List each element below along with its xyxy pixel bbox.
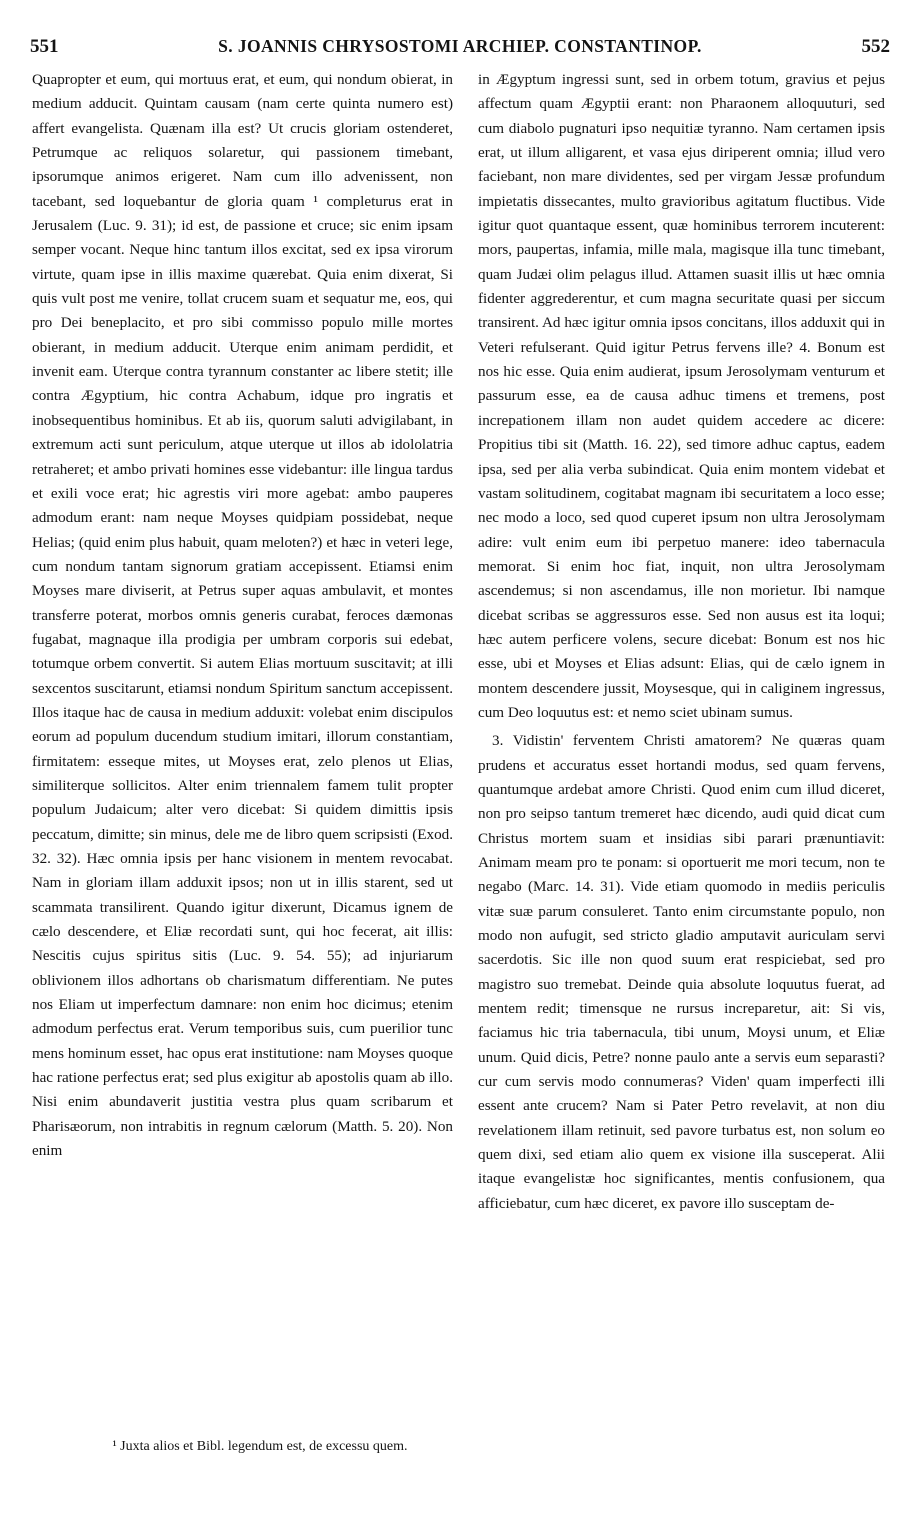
page-header [30,36,890,66]
right-page-number: 552 [861,36,890,57]
right-paragraph-1: in Ægyptum ingressi sunt, sed in orbem totum, gravius et pejus affectum quam Ægyptii erant: non Pharaonem alloquuturi, sed cum diabolo pugnaturi ipso nequitiæ tyranno. Nam certamen ipsis erat, ut illum alligarent, et vasa ejus diriperent omnia; illud vero faciebant, non mare dividentes, sed per virgam Jessæ profundum impietatis dissecantes, multo gravioribus agitatum fluctibus. Vide igitur quot quantaque essent, quæ hominibus terrorem incuterent: mors, paupertas, infamia, mille mala, magisque illa tunc timebant, quam Judæi olim pelagus illud. Attamen suasit illis ut hæc omnia fidenter aggrederentur, et cum magna securitate quasi per siccum transirent. Ad hæc igitur omnia ipsos concitans, illos adduxit qui in Veteri refulserant. Quid igitur Petrus fervens ille? 4. Bonum est nos hic esse. Quia enim audierat, ipsum Jerosolymam venturum et passurum esse, ea de causa adhuc timens et tremens, post increpationem illam non audet quidem accedere ac dicere: Propitius tibi sit (Matth. 16. 22), sed timore adhuc captus, eadem ipsa, sed per alia verba subindicat. Quia enim montem videbat et vastam solitudinem, cogitabat magnam ibi securitatem a loco esse; nec modo a loco, sed quod cuperet ipsum non ultra Jerosolymam adire: vult enim eum ibi perpetuo manere: ideo tabernacula memorat. Si enim hoc fiat, inquit, non ultra Jerosolymam ascendemus; si non ascendamus, ille non morietur. Ibi namque dicebat scribas se aggressuros esse. Sed non ausus est ita loqui; hæc autem perficere volens, secure dicebat: Bonum est nos hic esse, ubi et Moyses et Elias adsunt: Elias, qui de cælo ignem in montem descendere jussit, Moysesque, qui in caliginem ingressus, cum Deo loquutus est: et nemo sciet ubinam sumus. [478,71,885,721]
left-column [32,68,453,1163]
footnote: ¹ Juxta alios et Bibl. legendum est, de excessu quem. [112,1439,408,1454]
left-page-number: 551 [30,36,59,57]
left-paragraph-1: Quapropter et eum, qui mortuus erat, et eum, qui nondum obierat, in medium adducit. Quintam causam (nam certe quinta numero est) affert evangelista. Quænam illa est? Ut crucis gloriam ostenderet, Petrumque ac reliquos solaretur, qui passionem timebant, ipsorumque animos erigeret. Nam cum illo advenissent, non tacebant, sed loquebantur de gloria quam ¹ completurus erat in Jerusalem (Luc. 9. 31); id est, de passione et cruce; sic enim ipsam semper vocant. Neque hinc tantum illos excitat, sed ex ipsa virorum virtute, quam ipse in illis maxime quærebat. Quia enim dixerat, Si quis vult post me venire, tollat crucem suam et sequatur me, eos, qui pro Dei beneplacito, et pro sibi commisso populo mille mortes obierant, in medium adducit. Uterque enim animam perdidit, et invenit eam. Uterque contra tyrannum constanter ac libere stetit; ille contra Ægyptium, hic contra Achabum, idque pro ingratis et inobsequentibus hominibus. Et ab iis, quorum saluti advigilabant, in extremum acti sunt periculum, atque uterque ut illos ab idololatria retraheret; et ambo privati homines esse videbantur: ille lingua tardus et exili voce erat; hic agrestis viri more agebat: ambo pauperes admodum erant: nam neque Moyses quidpiam possidebat, neque Helias; (quid enim plus habuit, quam meloten?) et hæc in veteri lege, cum nondum tantam signorum gratiam accepissent. Etiamsi enim Moyses mare diviserit, at Petrus super aquas ambulavit, et montes transferre poterat, morbos omnis generis curabat, feroces dæmonas fugabat, magnaque illa prodigia per umbram corporis sui edebat, totumque orbem convertit. Si autem Elias mortuum suscitavit; at illi sexcentos suscitarunt, etiamsi nondum Spiritum sanctum accepissent. Illos itaque hac de causa in medium adduxit: volebat enim discipulos eorum ad populum ducendum studium imitari, illorum constantiam, firmitatem: esseque mites, ut Moyses erat, zelo plenos ut Elias, similiterque sollicitos. Alter enim triennalem famem tulit propter populum Judaicum; alter vero dicebat: Si quidem dimittis ipsis peccatum, dimitte; sin minus, dele me de libro quem scripsisti (Exod. 32. 32). Hæc omnia ipsis per hanc visionem in mentem revocabat. Nam in gloriam illam adduxit ipsos; non ut in illis starent, sed ut scammata transilirent. Quando igitur dixerunt, Dicamus ignem de cælo descendere, et Eliæ recordati sunt, qui hoc fecerat, ait illis: Nescitis cujus spiritus sitis (Luc. 9. 54. 55); ad injuriarum oblivionem illos adhortans ob charismatum differentiam. Ne putes nos Eliam ut imperfectum damnare: non enim hoc dicimus; etenim admodum perfectus erat. Verum temporibus suis, cum puerilior tunc mens hominum esset, hac opus erat institutione: nam Moyses quoque hac ratione perfectus erat; sed plus exigitur ab apostolis quam ab illo. Nisi enim abundaverit justitia vestra plus quam scribarum et Pharisæorum, non intrabitis in regnum cælorum (Matth. 5. 20). Non enim [32,71,453,1160]
running-title: S. JOANNIS CHRYSOSTOMI ARCHIEP. CONSTANTINOP. [218,36,702,56]
right-column [478,68,885,1216]
right-paragraph-2: 3. Vidistin' ferventem Christi amatorem? Ne quæras quam prudens et accuratus esset hortandi modus, sed quam fervens, quantumque ardebat amore Christi. Quod enim cum illud diceret, non pro seipso tantum tremeret hæc dicendo, audi quid dicat cum Christus mortem suam et insidias sibi parari prænuntiavit: Animam meam pro te ponam: si oportuerit me mori tecum, non te negabo (Marc. 14. 31). Vide etiam quomodo in mediis periculis vitæ suæ parum consuleret. Tanto enim circumstante populo, non modo non aufugit, sed stricto gladio amputavit auriculam servi sacerdotis. Sic ille non quod suum erat respiciebat, sed pro magistro suo tremebat. Deinde quia absolute loquutus fuerat, ad mentem redit; timensque ne rursus increparetur, ait: Si vis, faciamus hic tria tabernacula, tibi unum, Moysi unum, et Eliæ unum. Quid dicis, Petre? nonne paulo ante a servis eum separasti? cur cum servis modo connumeras? Viden' quam imperfecti illi essent ante crucem? Nam si Pater Petro revelavit, at non diu revelationem illam retinuit, sed pavore turbatus est, non solum eo quem dixi, sed etiam alio quem ex visione illa susceperat. Alii itaque evangelistæ hoc significantes, mentis confusionem, qua afficiebatur, cum hæc diceret, ex pavore illo susceptam de- [478,732,885,1212]
